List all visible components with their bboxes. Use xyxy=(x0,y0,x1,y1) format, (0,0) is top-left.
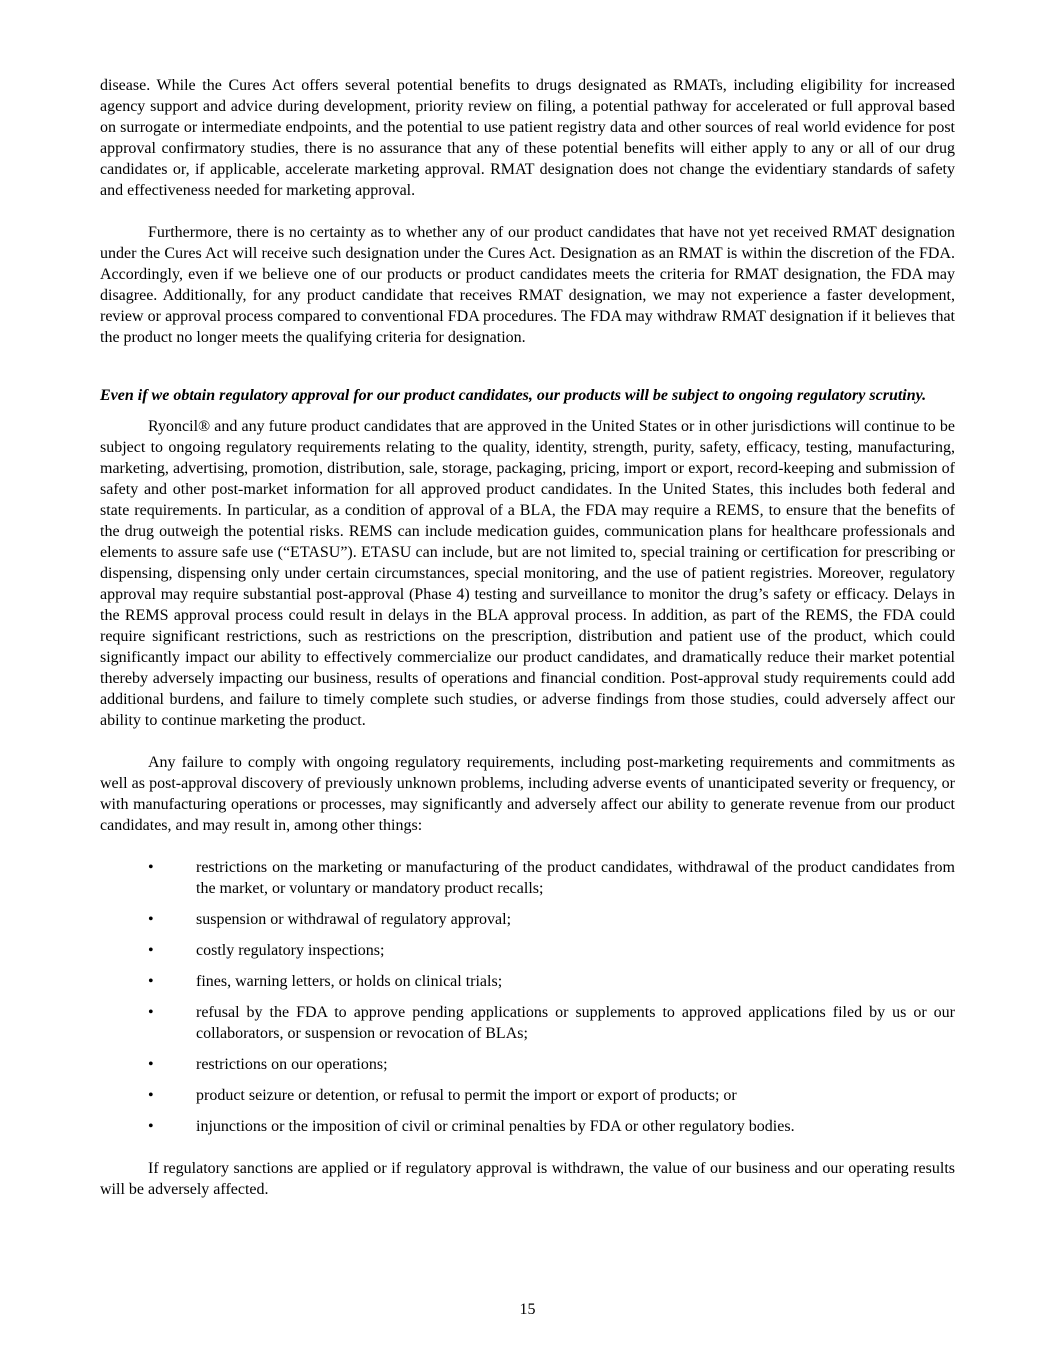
paragraph-ongoing-requirements: Ryoncil® and any future product candidates that are approved in the United States or in other jurisdictions will continue to be subject to ongoing regulatory requirements relating to the quality, identity, strength, purity, safety, efficacy, testing, manufacturing, marketing, advertising, promotion, distribution, sale, storage, packaging, pricing, import or export, record-keeping and submission of safety and other post-market information for all approved product candidates. In the United States, this includes both federal and state requirements. In particular, as a condition of approval of a BLA, the FDA may require a REMS, to ensure that the benefits of the drug outweigh the potential risks. REMS can include medication guides, communication plans for healthcare professionals and elements to assure safe use (“ETASU”). ETASU can include, but are not limited to, special training or certification for prescribing or dispensing, dispensing only under certain circumstances, special monitoring, and the use of patient registries. Moreover, regulatory approval may require substantial post-approval (Phase 4) testing and surveillance to monitor the drug’s safety or efficacy. Delays in the REMS approval process could result in delays in the BLA approval process. In addition, as part of the REMS, the FDA could require significant restrictions, such as restrictions on the prescription, distribution and patient use of the product, which could significantly impact our ability to effectively commercialize our product candidates, and dramatically reduce their market potential thereby adversely impacting our business, results of operations and financial condition. Post-approval study requirements could add additional burdens, and failure to timely complete such studies, or adverse findings from those studies, could adversely affect our ability to continue marketing the product. xyxy=(100,418,955,729)
bullet-text: suspension or withdrawal of regulatory approval; xyxy=(196,911,512,928)
bullet-item xyxy=(100,1116,955,1137)
bullet-item xyxy=(100,1085,955,1106)
bullet-marker: • xyxy=(148,1118,154,1135)
bullet-marker: • xyxy=(148,1004,154,1021)
bullet-marker: • xyxy=(148,1087,154,1104)
bullet-item xyxy=(100,1002,955,1044)
bullet-marker: • xyxy=(148,911,154,928)
bullet-item xyxy=(100,940,955,961)
bullet-text: restrictions on our operations; xyxy=(196,1056,388,1073)
page-number: 15 xyxy=(519,1301,536,1318)
paragraph-rmat-benefits: disease. While the Cures Act offers several potential benefits to drugs designated as RMATs, including eligibility for increased agency support and advice during development, priority review on filing, a potential pathway for accelerated or full approval based on surrogate or intermediate endpoints, and the potential to use patient registry data and other sources of real world evidence for post approval confirmatory studies, there is no assurance that any of these potential benefits will either apply to any or all of our drug candidates or, if applicable, accelerate marketing approval. RMAT designation does not change the evidentiary standards of safety and effectiveness needed for marketing approval. xyxy=(100,77,955,199)
bullet-item xyxy=(100,971,955,992)
bullet-text: fines, warning letters, or holds on clinical trials; xyxy=(196,973,503,990)
bullet-text: product seizure or detention, or refusal to permit the import or export of products; or xyxy=(196,1087,737,1104)
bullet-text: injunctions or the imposition of civil or criminal penalties by FDA or other regulatory bodies. xyxy=(196,1118,795,1135)
bullet-marker: • xyxy=(148,1056,154,1073)
bullet-marker: • xyxy=(148,973,154,990)
risk-factor-heading: Even if we obtain regulatory approval for our product candidates, our products will be subject to ongoing regulatory scrutiny. xyxy=(100,387,927,404)
bullet-item xyxy=(100,1054,955,1075)
paragraph-failure-to-comply: Any failure to comply with ongoing regulatory requirements, including post-marketing requirements and commitments as well as post-approval discovery of previously unknown problems, including adverse events of unanticipated severity or frequency, or with manufacturing operations or processes, may significantly and adversely affect our ability to generate revenue from our product candidates, and may result in, among other things: xyxy=(100,754,955,834)
bullet-item xyxy=(100,909,955,930)
bullet-text: restrictions on the marketing or manufacturing of the product candidates, withdrawal of the product candidates from the market, or voluntary or mandatory product recalls; xyxy=(196,859,955,897)
bullet-marker: • xyxy=(148,859,154,876)
bullet-marker: • xyxy=(148,942,154,959)
bullet-text: costly regulatory inspections; xyxy=(196,942,385,959)
bullet-text: refusal by the FDA to approve pending applications or supplements to approved applications filed by us or our collaborators, or suspension or revocation of BLAs; xyxy=(196,1004,955,1042)
bullet-item xyxy=(100,857,955,899)
paragraph-closing: If regulatory sanctions are applied or if regulatory approval is withdrawn, the value of our business and our operating results will be adversely affected. xyxy=(100,1160,955,1198)
page-footer xyxy=(0,1299,1055,1320)
consequences-bullet-list xyxy=(100,857,955,1137)
paragraph-rmat-designation: Furthermore, there is no certainty as to whether any of our product candidates that have not yet received RMAT designation under the Cures Act will receive such designation under the Cures Act. Designation as an RMAT is within the discretion of the FDA. Accordingly, even if we believe one of our products or product candidates meets the criteria for RMAT designation, the FDA may disagree. Additionally, for any product candidate that receives RMAT designation, we may not experience a faster development, review or approval process compared to conventional FDA procedures. The FDA may withdraw RMAT designation if it believes that the product no longer meets the qualifying criteria for designation. xyxy=(100,224,955,346)
